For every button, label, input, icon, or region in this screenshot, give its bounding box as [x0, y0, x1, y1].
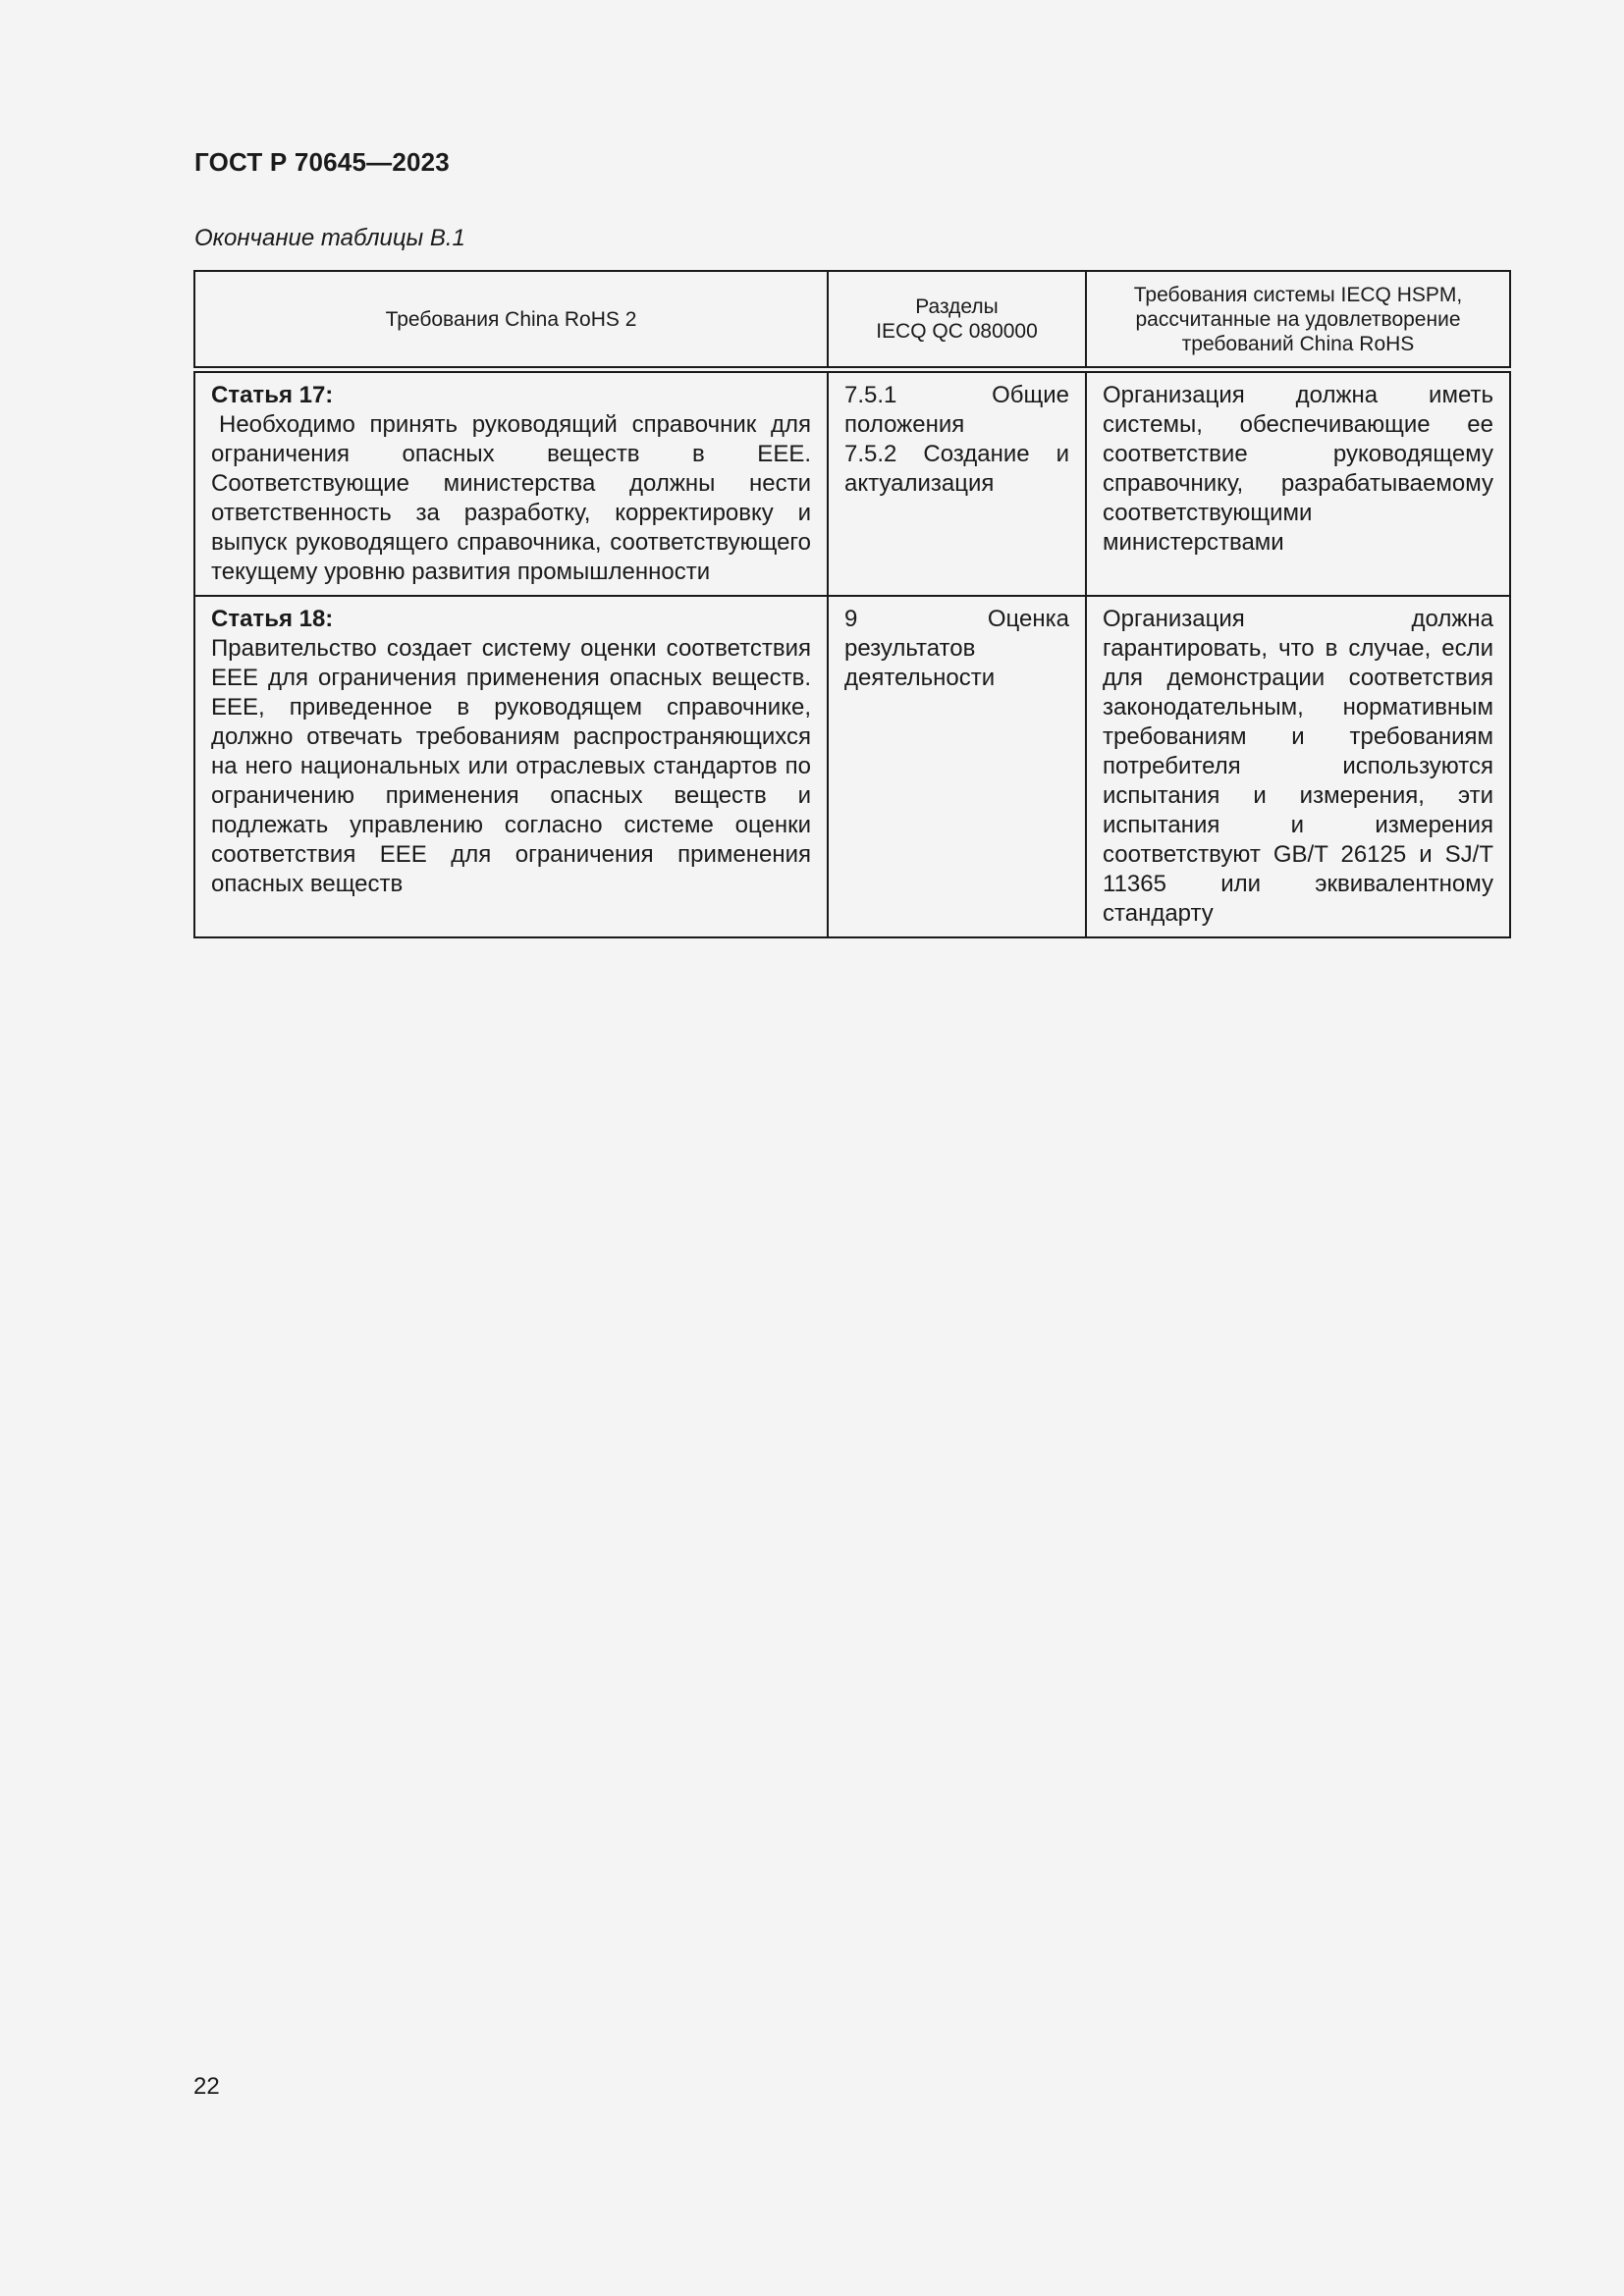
section-item: 9 Оценка результатов деятельности: [844, 606, 1069, 691]
header-china-rohs: Требования China RoHS 2: [194, 271, 828, 370]
header-hspm-line: требований China RoHS: [1181, 332, 1415, 355]
header-hspm-line: Требования системы IECQ HSPM,: [1133, 283, 1463, 306]
article-cell: [194, 370, 828, 597]
article-title: Статья 18:: [211, 606, 334, 632]
section-item: 7.5.1 Общие положения: [844, 382, 1069, 438]
sections-cell: [828, 596, 1086, 937]
table-header-row: [194, 271, 1510, 370]
sections-cell: [828, 370, 1086, 597]
header-hspm-line: рассчитанные на удовлетворение: [1135, 307, 1461, 331]
document-code: ГОСТ Р 70645—2023: [194, 147, 450, 177]
table-row: [194, 370, 1510, 597]
article-text: Правительство создает систему оценки соответствия ЕЕЕ для ограничения применения опасных веществ. ЕЕЕ, приведенное в руководящем справочнике, должно отвечать требованиям распространяющихся на него национальных или отраслевых стандартов по ограничению применения опасных веществ и подлежать управлению согласно системе оценки соответствия ЕЕЕ для ограничения применения опасных веществ: [211, 635, 811, 897]
requirements-table: [193, 270, 1511, 938]
table-row: [194, 596, 1510, 937]
table-caption: Окончание таблицы В.1: [194, 225, 465, 251]
header-iecq-sections: [828, 271, 1086, 370]
section-item: 7.5.2 Создание и актуализация: [844, 441, 1069, 497]
requirement-cell: Организация должна иметь системы, обеспечивающие ее соответствие руководящему справочнику, разрабатываемому соответствующими министерствами: [1086, 370, 1510, 597]
requirement-cell: Организация должна гарантировать, что в случае, если для демонстрации соответствия законодательным, нормативным требованиям и требованиям потребителя используются испытания и измерения, эти испытания и измерения соответствуют GB/T 26125 и SJ/T 11365 или эквивалентному стандарту: [1086, 596, 1510, 937]
article-text: Необходимо принять руководящий справочник для ограничения опасных веществ в ЕЕЕ. Соответствующие министерства должны нести ответственность за разработку, корректировку и выпуск руководящего справочника, соответствующего текущему уровню развития промышленности: [211, 411, 811, 585]
header-iecq-sections-line: IECQ QC 080000: [876, 320, 1038, 343]
article-cell: [194, 596, 828, 937]
page-number: 22: [193, 2073, 220, 2100]
header-hspm-requirements: [1086, 271, 1510, 370]
article-title: Статья 17:: [211, 382, 334, 408]
header-iecq-sections-line: Разделы: [915, 295, 999, 318]
